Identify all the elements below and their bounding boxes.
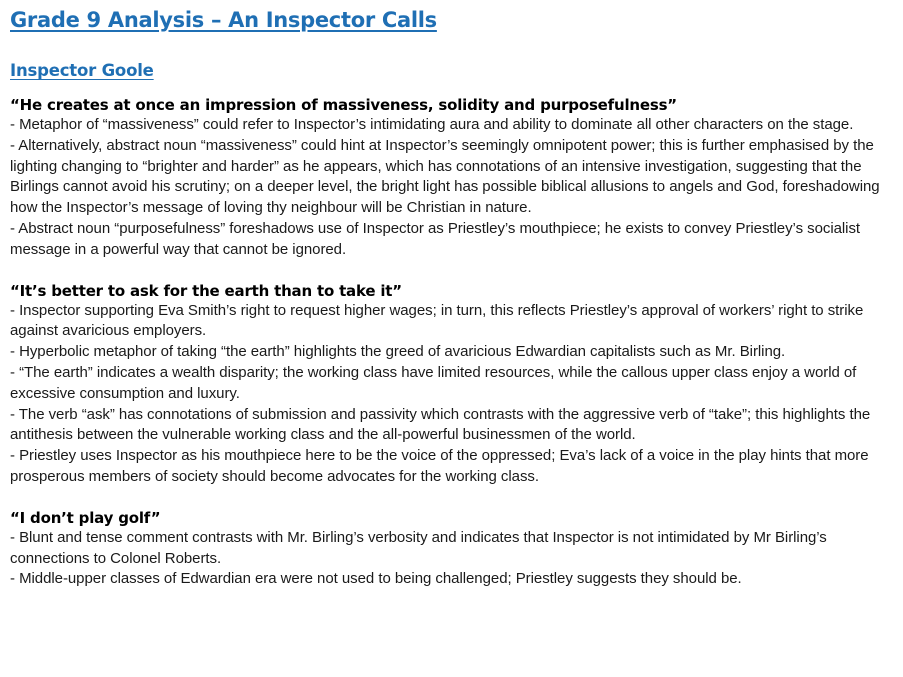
analysis-point: - Inspector supporting Eva Smith’s right to request higher wages; in turn, this reflects Priestley’s approval of workers’ right to strike against avaricious employers. [10,301,864,340]
quote-heading: “I don’t play golf” [10,508,161,527]
analysis-point: - “The earth” indicates a wealth disparity; the working class have limited resources, while the callous upper class enjoy a world of excessive consumption and luxury. [10,363,857,402]
analysis-point: - Abstract noun “purposefulness” foreshadows use of Inspector as Priestley’s mouthpiece; he exists to convey Priestley’s socialist message in a powerful way that cannot be ignored. [10,219,861,258]
analysis-point: - Metaphor of “massiveness” could refer to Inspector’s intimidating aura and ability to dominate all other characters on the stage. [10,116,854,133]
analysis-point: - Priestley uses Inspector as his mouthpiece here to be the voice of the oppressed; Eva’s lack of a voice in the play hints that more prosperous members of society should become advocates for the working class. [10,447,869,485]
analysis-point: - Middle-upper classes of Edwardian era were not used to being challenged; Priestley suggests they should be. [10,570,742,588]
quote-heading: “It’s better to ask for the earth than to take it” [10,281,402,300]
analysis-point: - Alternatively, abstract noun “massiveness” could hint at Inspector’s seemingly omnipotent power; this is further emphasised by the lighting changing to “brighter and harder” as he appears, which has connotations of an intensive investigation, suggesting that the Birlings cannot avoid his scrutiny; on a deeper level, the bright light has possible biblical allusions to angels and God, foreshadowing how the Inspector’s message of loving thy neighbour will be Christian in nature. [10,136,880,217]
analysis-point: - Hyperbolic metaphor of taking “the earth” highlights the greed of avaricious Edwardian capitalists such as Mr. Birling. [10,343,786,361]
document-page [10,0,890,590]
quote-section [10,95,890,261]
section-heading-inspector-goole: Inspector Goole [10,61,154,80]
analysis-point: - The verb “ask” has connotations of submission and passivity which contrasts with the aggressive verb of “take”; this highlights the antithesis between the vulnerable working class and the all-powerful businessmen of the world. [10,405,871,444]
analysis-point: - Blunt and tense comment contrasts with Mr. Birling’s verbosity and indicates that Inspector is not intimidated by Mr Birling’s connections to Colonel Roberts. [10,528,827,567]
quote-section [10,281,890,488]
quote-section [10,508,890,590]
document-title: Grade 9 Analysis – An Inspector Calls [10,8,437,32]
quote-heading: “He creates at once an impression of massiveness, solidity and purposefulness” [10,96,677,114]
